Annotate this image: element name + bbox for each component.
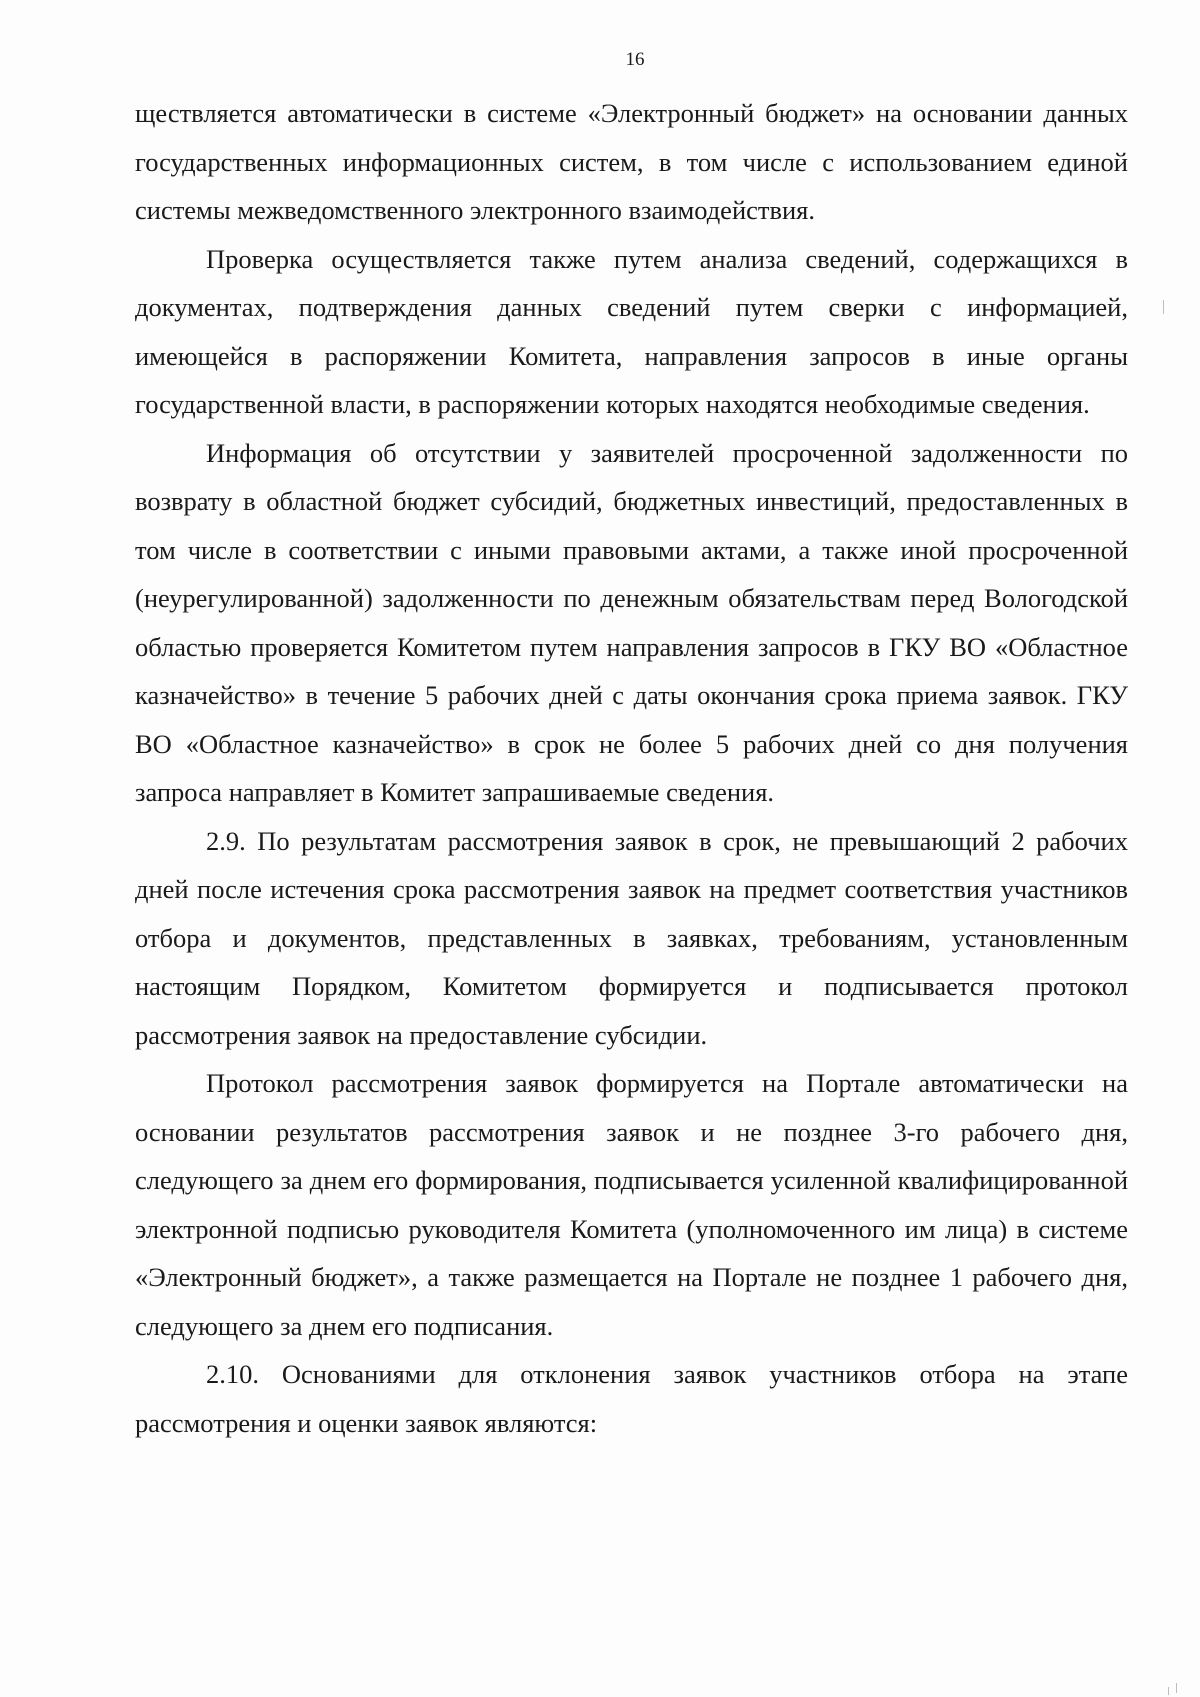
document-body [135, 89, 1128, 1447]
scan-artifact [1163, 300, 1164, 314]
scan-artifact [1168, 1687, 1169, 1695]
paragraph-review-protocol: Протокол рассмотрения заявок формируется на Портале автоматически на основании результатов рассмотрения заявок и не позднее 3-го рабочего дня, следующего за днем его формирования, подписывается усиленной квалифицированной электронной подписью руководителя Комитета (уполномоченного им лица) в системе «Электронный бюджет», а также размещается на Портале не позднее 1 рабочего дня, следующего за днем его подписания. [135, 1068, 1128, 1341]
paragraph-debt-information: Информация об отсутствии у заявителей просроченной задолженности по возврату в областной бюджет субсидий, бюджетных инвестиций, предоставленных в том числе в соответствии с иными правовыми актами, а также иной просроченной (неурегулированной) задолженности по денежным обязательствам перед Вологодской областью проверяется Комитетом путем направления запросов в ГКУ ВО «Областное казначейство» в течение 5 рабочих дней с даты окончания срока приема заявок. ГКУ ВО «Областное казначейство» в срок не более 5 рабочих дней со дня получения запроса направляет в Комитет запрашиваемые сведения. [135, 437, 1128, 807]
paragraph-verification: Проверка осуществляется также путем анализа сведений, содержащихся в документах, подтверждения данных сведений путем сверки с информацией, имеющейся в распоряжении Комитета, направления запросов в иные органы государственной власти, в распоряжении которых находятся необходимые сведения. [135, 243, 1128, 419]
paragraph-clause-2-10: 2.10. Основаниями для отклонения заявок участников отбора на этапе рассмотрения и оценки заявок являются: [135, 1359, 1128, 1438]
page-number: 16 [625, 49, 645, 70]
paragraph-continuation: ществляется автоматически в системе «Электронный бюджет» на основании данных государственных информационных систем, в том числе с использованием единой системы межведомственного электронного взаимодействия. [135, 98, 1128, 225]
paragraph-clause-2-9: 2.9. По результатам рассмотрения заявок в срок, не превышающий 2 рабочих дней после истечения срока рассмотрения заявок на предмет соответствия участников отбора и документов, представленных в заявках, требованиям, установленным настоящим Порядком, Комитетом формируется и подписывается протокол рассмотрения заявок на предоставление субсидии. [135, 825, 1128, 1050]
scan-artifact [1176, 1683, 1177, 1693]
